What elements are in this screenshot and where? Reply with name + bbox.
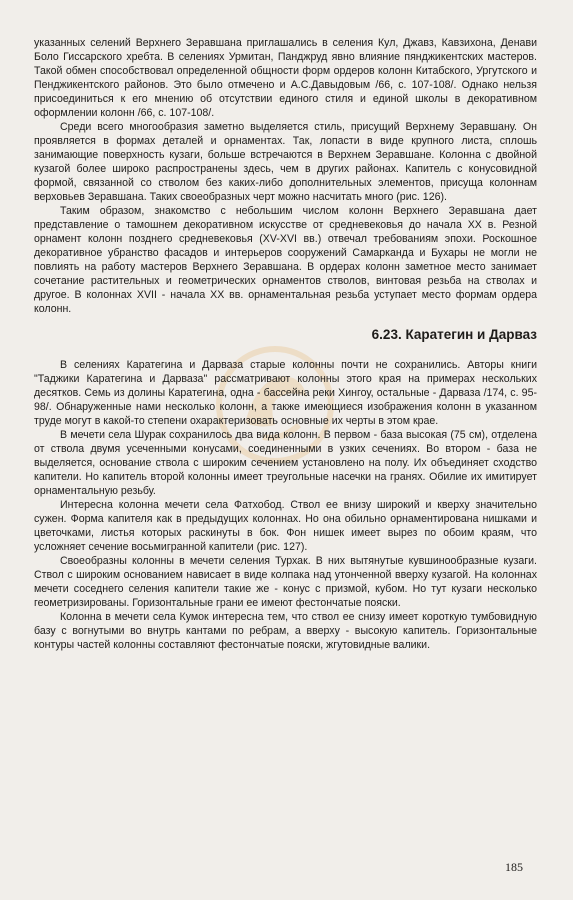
page-body	[34, 36, 537, 652]
paragraph: В мечети села Шурак сохранилось два вида колонн. В первом - база высокая (75 см), отделена от ствола двумя усеченными конусами, соединенными в узких сечениях. Во втором - база не выделяется, основание ствола с широким сечением установлено на полу. Их объединяет сходство капители. Но капитель второй колонны имеет треугольные насечки на гранях. Обилие их имитирует орнаментальную резьбу.	[34, 429, 537, 497]
paragraph: указанных селений Верхнего Зеравшана приглашались в селения Кул, Джавз, Кавзихона, Денави Боло Гиссарского хребта. В селениях Урмитан, Панджруд явно влияние пянджикентских мастеров. Такой обмен способствовал определенной общности форм ордеров колонн Китабского, Ургутского и Пенджикентского районов. Это было отмечено и А.С.Давыдовым /66, с. 107-108/. Однако нельзя присоединиться к его мнению об отсутствии единого стиля и единой школы в декоративном оформлении колонн /66, с. 107-108/.	[34, 37, 537, 119]
paragraph: Интересна колонна мечети села Фатхобод. Ствол ее внизу широкий и кверху значительно сужен. Форма капителя как в предыдущих колоннах. Но она обильно орнаментирована нишками и цветочками, листья которых раскинуты в бок. Фон нишек имеет вырез по обоим краям, что усложняет сечение восьмигранной капители (рис. 127).	[34, 499, 537, 553]
paragraph: Среди всего многообразия заметно выделяется стиль, присущий Верхнему Зеравшану. Он проявляется в формах деталей и орнаментах. Так, лопасти в виде крупного листа, сплошь занимающие поверхность кузаги, больше встречаются в Верхнем Зеравшане. Колонна с двойной кузагой более широко распространены здесь, чем в других районах. Капитель с конусовидной формой, связанной со стволом без каких-либо дополнительных элементов, присуща колоннам верховьев Зеравшана. Таких своеобразных черт можно насчитать много (рис. 126).	[34, 121, 537, 203]
paragraph: Таким образом, знакомство с небольшим числом колонн Верхнего Зеравшана дает представление о тамошнем декоративном искусстве от средневековья до начала XX в. Резной орнамент колонн позднего средневековья (XV-XVI вв.) отвечал требованиям эпохи. Роскошное декоративное убранство фасадов и интерьеров сооружений Самарканда и Бухары не могли не повлиять на работу мастеров Верхнего Зеравшана. В ордерах колонн заметное место занимает сочетание растительных и геометрических орнаментов стволов, винтовая резьба на стволах и другое. В колоннах XVII - начала XX вв. орнаментальная резьба уступает место формам ордера колонн.	[34, 205, 537, 315]
paragraph: В селениях Каратегина и Дарваза старые колонны почти не сохранились. Авторы книги "Таджики Каратегина и Дарваза" рассматривают колонны этого края на примерах нескольких десятков. Семь из долины Каратегина, одна - бассейна реки Хингоу, остальные - Дарваза /174, с. 95-98/. Обнаруженные нами несколько колонн, а также имеющиеся изображения колонн в указанном труде могут в какой-то степени охарактеризовать основные их черты в этом крае.	[34, 359, 537, 427]
page-number: 185	[505, 860, 523, 874]
section-heading: 6.23. Каратегин и Дарваз	[371, 327, 537, 342]
paragraph: Своеобразны колонны в мечети селения Турхак. В них вытянутые кувшинообразные кузаги. Ствол с широким основанием нависает в виде колпака над утонченной вверху кузагой. На колоннах мечети соседнего селения капители такие же - конус с призмой, кубом. Но тут кузаги несколько геометризированы. Горизонтальные грани ее имеют фестончатые пояски.	[34, 555, 537, 609]
paragraph: Колонна в мечети села Кумок интересна тем, что ствол ее снизу имеет короткую тумбовидную базу с вогнутыми во внутрь кантами по ребрам, а вверху - высокую капитель. Горизонтальные контуры частей колонны составляют фестончатые пояски, жгутовидные валики.	[34, 611, 537, 651]
